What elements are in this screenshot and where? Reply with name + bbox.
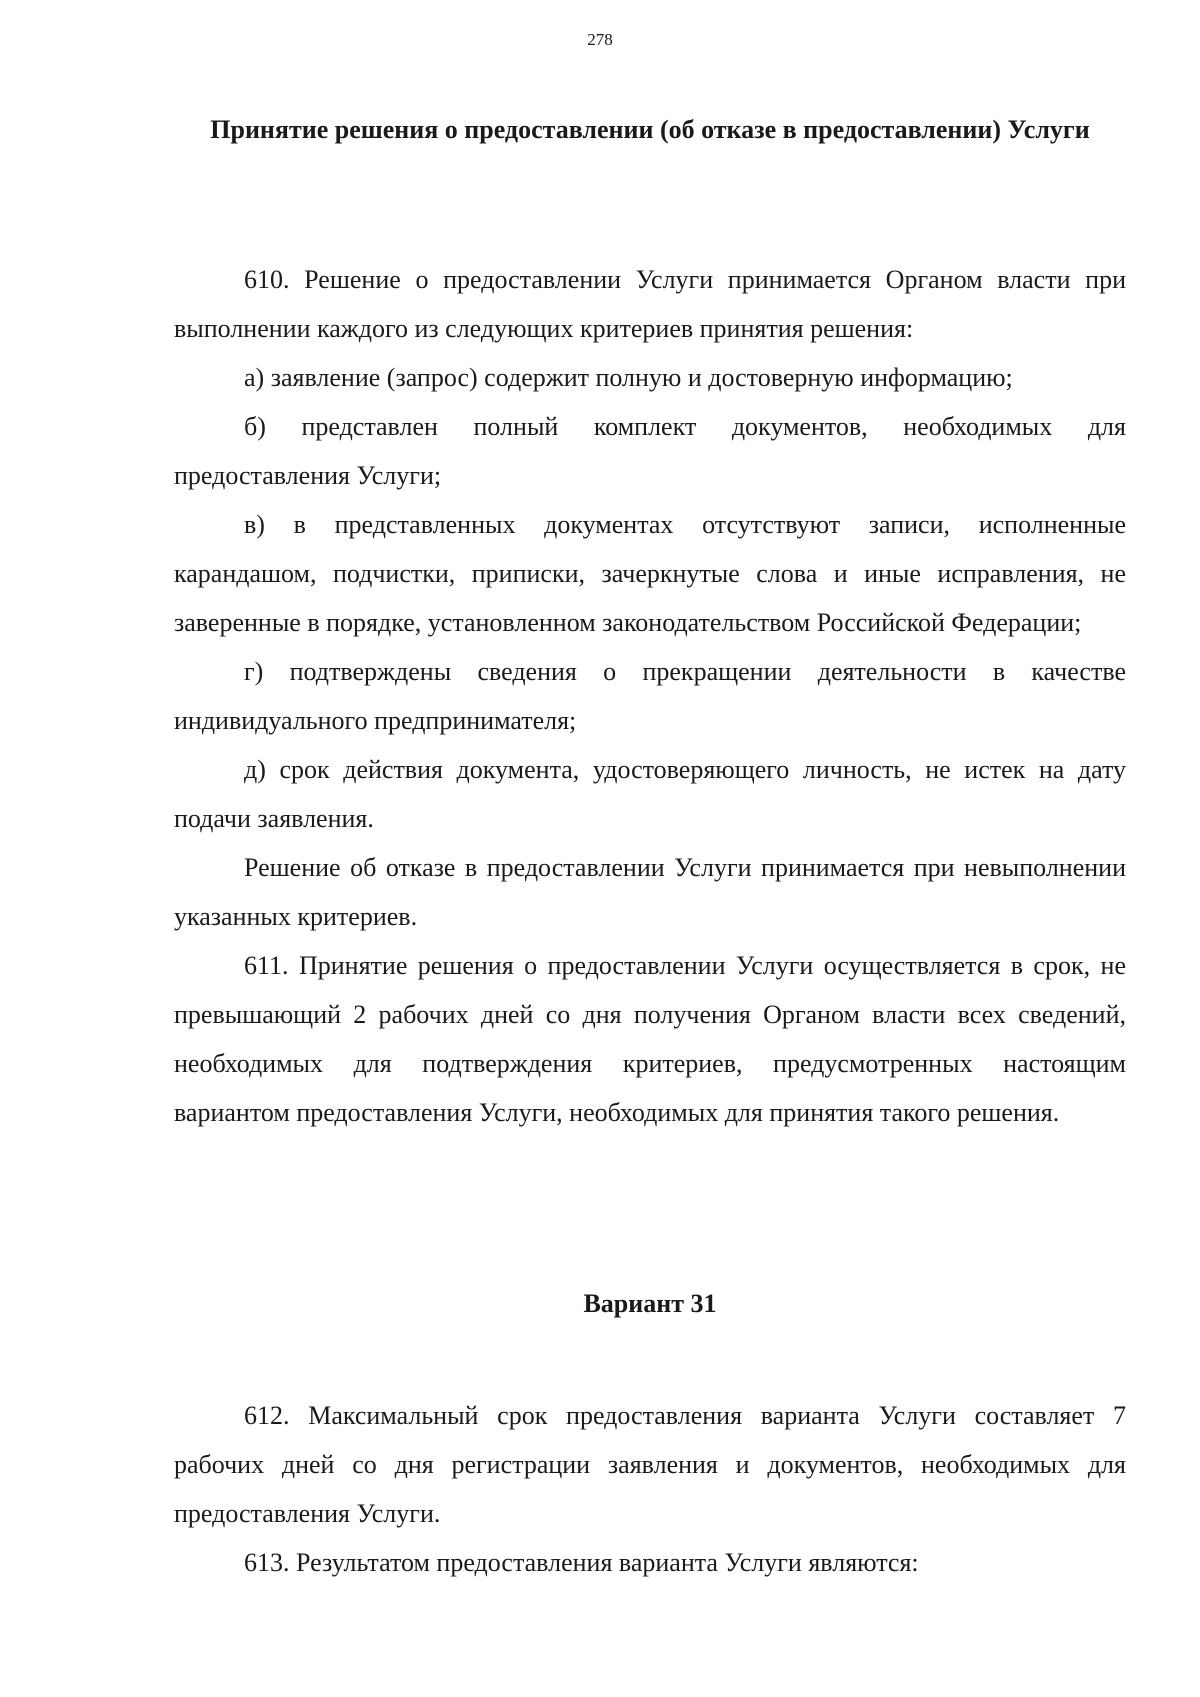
criterion-g: г) подтверждены сведения о прекращении деятельности в качестве индивидуального предпринимателя; <box>174 657 1126 735</box>
criterion-a: а) заявление (запрос) содержит полную и достоверную информацию; <box>244 363 1013 392</box>
section-body <box>174 255 1126 1137</box>
page-number: 278 <box>587 30 613 49</box>
criterion-b: б) представлен полный комплект документов, необходимых для предоставления Услуги; <box>174 412 1126 490</box>
section-heading: Принятие решения о предоставлении (об отказе в предоставлении) Услуги <box>210 115 1090 144</box>
paragraph-610: 610. Решение о предоставлении Услуги принимается Органом власти при выполнении каждого из следующих критериев принятия решения: <box>174 265 1126 343</box>
criterion-d: д) срок действия документа, удостоверяющего личность, не истек на дату подачи заявления. <box>174 755 1126 833</box>
paragraph-613: 613. Результатом предоставления варианта Услуги являются: <box>244 1548 919 1577</box>
variant-body <box>174 1391 1126 1587</box>
paragraph-611: 611. Принятие решения о предоставлении Услуги осуществляется в срок, не превышающий 2 рабочих дней со дня получения Органом власти всех сведений, необходимых для подтверждения критериев, предусмотренных настоящим вариантом предоставления Услуги, необходимых для принятия такого решения. <box>174 951 1126 1127</box>
refusal-paragraph: Решение об отказе в предоставлении Услуги принимается при невыполнении указанных критериев. <box>174 853 1126 931</box>
criterion-v: в) в представленных документах отсутствуют записи, исполненные карандашом, подчистки, приписки, зачеркнутые слова и иные исправления, не заверенные в порядке, установленном законодательством Российской Федерации; <box>174 510 1126 637</box>
paragraph-612: 612. Максимальный срок предоставления варианта Услуги составляет 7 рабочих дней со дня регистрации заявления и документов, необходимых для предоставления Услуги. <box>174 1401 1126 1528</box>
variant-heading: Вариант 31 <box>583 1289 717 1318</box>
